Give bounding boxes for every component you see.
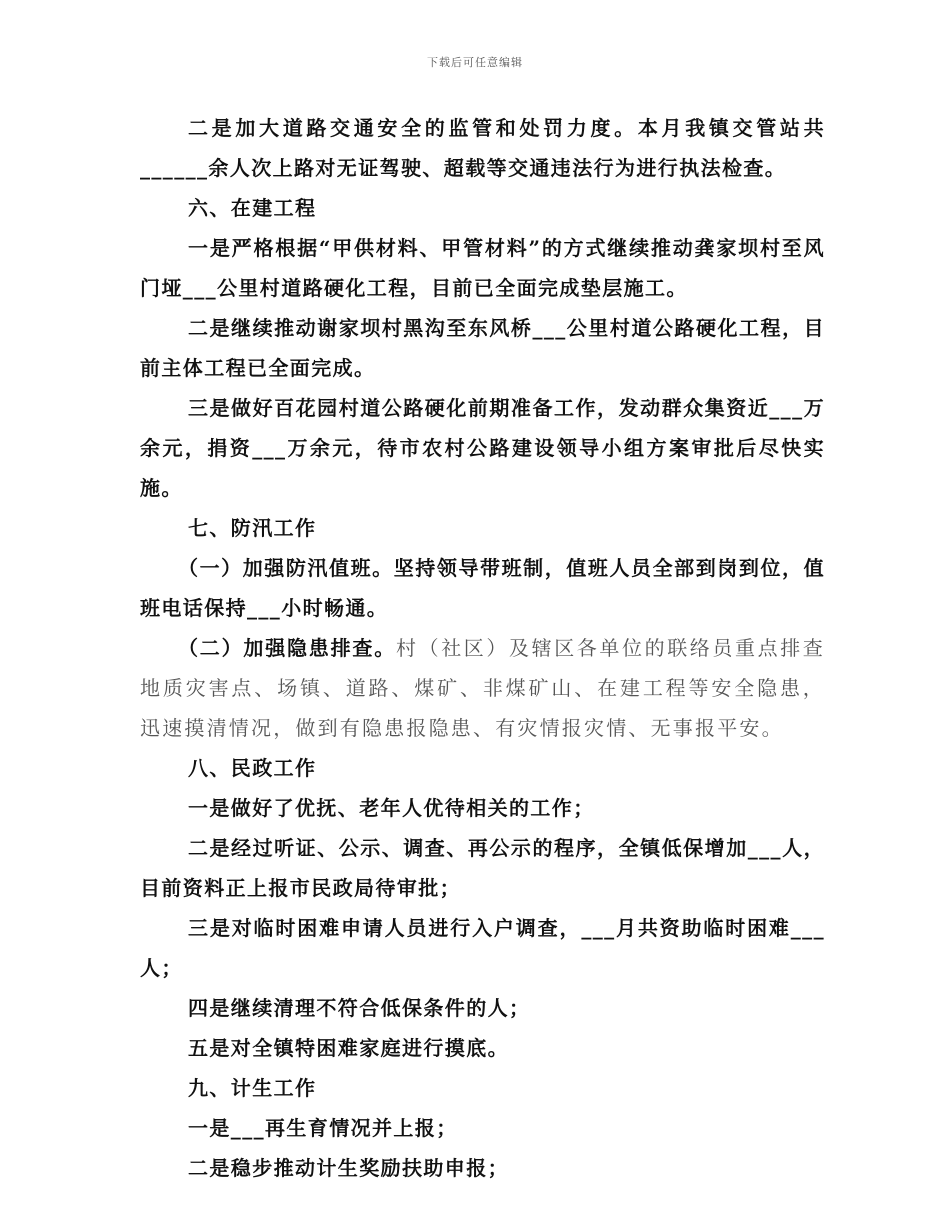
section-heading-civil-affairs: 八、民政工作 bbox=[188, 756, 317, 780]
section-heading-construction: 六、在建工程 bbox=[188, 196, 317, 220]
paragraph-civil-affairs-4: 四是继续清理不符合低保条件的人； bbox=[188, 996, 531, 1020]
section-heading-family-planning: 九、计生工作 bbox=[188, 1076, 317, 1100]
paragraph-family-planning-2: 二是稳步推动计生奖励扶助申报； bbox=[188, 1156, 509, 1180]
page-header: 下载后可任意编辑 bbox=[427, 56, 523, 69]
paragraph-civil-affairs-1: 一是做好了优抚、老年人优待相关的工作； bbox=[188, 796, 595, 820]
document-body bbox=[140, 108, 825, 1188]
paragraph-hazard-inspection bbox=[140, 628, 825, 748]
paragraph-civil-affairs-3: 三是对临时困难申请人员进行入户调查，___月共资助临时困难___人； bbox=[140, 916, 825, 980]
paragraph-civil-affairs-5: 五是对全镇特困难家庭进行摸底。 bbox=[188, 1036, 509, 1060]
paragraph-construction-3: 三是做好百花园村道公路硬化前期准备工作，发动群众集资近___万余元，捐资___万余元，待市农村公路建设领导小组方案审批后尽快实施。 bbox=[140, 396, 825, 500]
paragraph-construction-2: 二是继续推动谢家坝村黑沟至东风桥___公里村道公路硬化工程，目前主体工程已全面完成。 bbox=[140, 316, 825, 380]
paragraph-flood-duty: （一）加强防汛值班。坚持领导带班制，值班人员全部到岗到位，值班电话保持___小时畅通。 bbox=[140, 556, 825, 620]
paragraph-family-planning-1: 一是___再生育情况并上报； bbox=[188, 1116, 458, 1140]
section-heading-flood-control: 七、防汛工作 bbox=[188, 516, 317, 540]
paragraph-civil-affairs-2: 二是经过听证、公示、调查、再公示的程序，全镇低保增加___人，目前资料正上报市民政局待审批； bbox=[140, 836, 825, 900]
paragraph-construction-1: 一是严格根据“甲供材料、甲管材料”的方式继续推动龚家坝村至风门垭___公里村道路硬化工程，目前已全面完成垫层施工。 bbox=[140, 236, 825, 300]
hazard-inspection-heading: （二）加强隐患排查。 bbox=[178, 636, 396, 660]
paragraph-traffic-enforcement: 二是加大道路交通安全的监管和处罚力度。本月我镇交管站共______余人次上路对无证驾驶、超载等交通违法行为进行执法检查。 bbox=[140, 116, 825, 180]
hazard-inspection-body: 村（社区）及辖区各单位的联络员重点排查地质灾害点、场镇、道路、煤矿、非煤矿山、在建工程等安全隐患，迅速摸清情况，做到有隐患报隐患、有灾情报灾情、无事报平安。 bbox=[140, 636, 825, 740]
